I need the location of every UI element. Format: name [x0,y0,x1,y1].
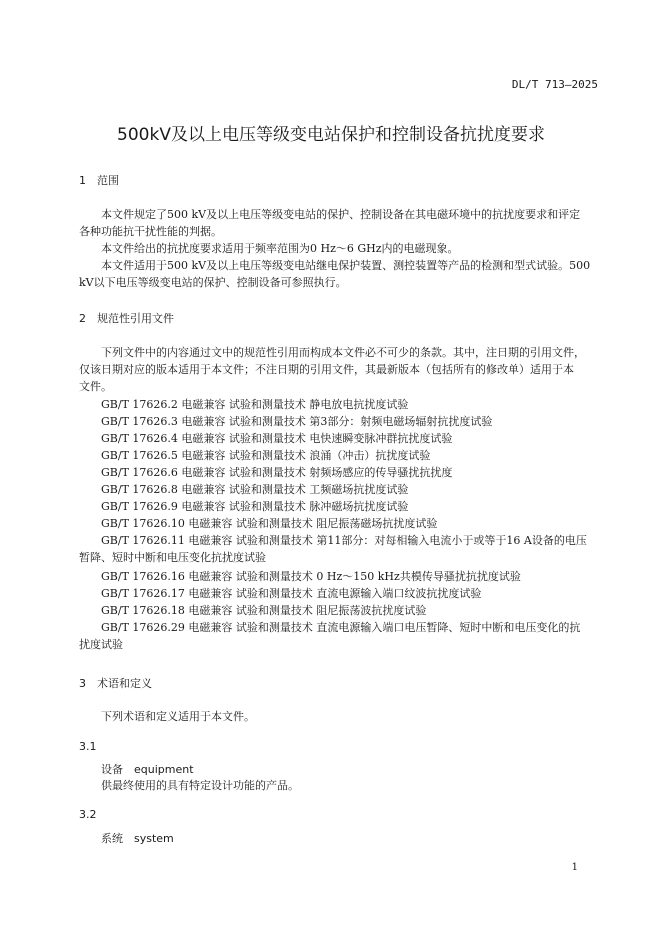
s1-line: kV以下电压等级变电站的保护、控制设备可参照执行。 [79,276,347,289]
s1-line: 本文件适用于500 kV及以上电压等级变电站继电保护装置、测控装置等产品的检测和型式试验。500 [101,259,591,272]
section-2-heading: 2 规范性引用文件 [79,312,174,325]
document-title: 500kV及以上电压等级变电站保护和控制设备抗扰度要求 [117,125,545,145]
reference-item: GB/T 17626.16 电磁兼容 试验和测量技术 0 Hz～150 kHz共模传导骚扰抗扰度试验 [101,570,521,583]
reference-item: GB/T 17626.18 电磁兼容 试验和测量技术 阻尼振荡波抗扰度试验 [101,604,427,617]
reference-item: 暂降、短时中断和电压变化抗扰度试验 [79,551,266,564]
s2-intro-line: 仅该日期对应的版本适用于本文件；不注日期的引用文件，其最新版本（包括所有的修改单）适用于本 [79,363,574,376]
standard-number: DL/T 713—2025 [511,78,598,91]
section-1-heading: 1 范围 [79,174,119,187]
s2-intro-line: 下列文件中的内容通过文中的规范性引用而构成本文件必不可少的条款。其中，注日期的引用文件， [101,346,585,359]
reference-item: 扰度试验 [79,638,123,651]
reference-item: GB/T 17626.10 电磁兼容 试验和测量技术 阻尼振荡磁场抗扰度试验 [101,517,438,530]
page-number: 1 [571,862,578,873]
reference-item: GB/T 17626.2 电磁兼容 试验和测量技术 静电放电抗扰度试验 [101,398,409,411]
reference-item: GB/T 17626.29 电磁兼容 试验和测量技术 直流电源输入端口电压暂降、短时中断和电压变化的抗 [101,621,581,634]
s1-line: 各种功能抗干扰性能的判据。 [79,225,222,238]
section-3-heading: 3 术语和定义 [79,677,152,690]
reference-item: GB/T 17626.5 电磁兼容 试验和测量技术 浪涌（冲击）抗扰度试验 [101,449,431,462]
reference-item: GB/T 17626.4 电磁兼容 试验和测量技术 电快速瞬变脉冲群抗扰度试验 [101,432,453,445]
reference-item: GB/T 17626.9 电磁兼容 试验和测量技术 脉冲磁场抗扰度试验 [101,500,409,513]
reference-item: GB/T 17626.17 电磁兼容 试验和测量技术 直流电源输入端口纹波抗扰度试验 [101,587,482,600]
s2-intro-line: 文件。 [79,380,112,393]
s1-line: 本文件规定了500 kV及以上电压等级变电站的保护、控制设备在其电磁环境中的抗扰度要求和评定 [101,208,581,221]
reference-item: GB/T 17626.6 电磁兼容 试验和测量技术 射频场感应的传导骚扰抗扰度 [101,466,453,479]
s3-intro: 下列术语和定义适用于本文件。 [101,710,255,723]
clause-3-2-number: 3.2 [79,808,97,821]
term-system: 系统 system [101,832,174,845]
s1-line: 本文件给出的抗扰度要求适用于频率范围为0 Hz～6 GHz内的电磁现象。 [101,242,459,255]
reference-item: GB/T 17626.11 电磁兼容 试验和测量技术 第11部分：对每相输入电流小于或等于16 A设备的电压 [101,534,587,547]
reference-item: GB/T 17626.3 电磁兼容 试验和测量技术 第3部分：射频电磁场辐射抗扰度试验 [101,415,493,428]
term-equipment: 设备 equipment [101,763,194,776]
clause-3-1-number: 3.1 [79,740,97,753]
reference-item: GB/T 17626.8 电磁兼容 试验和测量技术 工频磁场抗扰度试验 [101,483,409,496]
definition-equipment: 供最终使用的具有特定设计功能的产品。 [101,779,299,792]
